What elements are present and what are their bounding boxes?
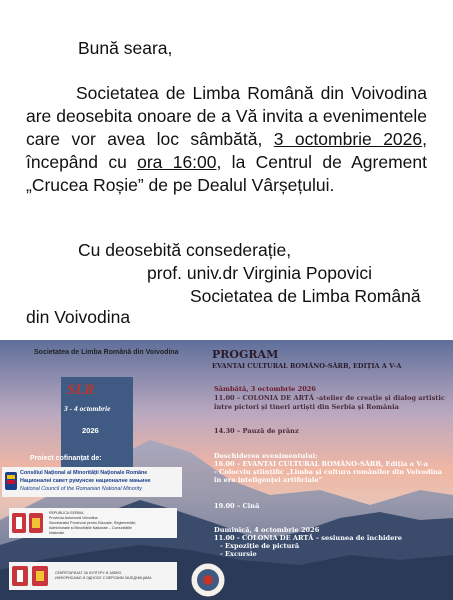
schedule-item: 16.00 – EVANTAI CULTURAL ROMÂNO-SÂRB, Ediția a V-a [214,460,429,468]
program-title: PROGRAM [212,348,279,361]
event-time: ora 16:00 [137,152,217,172]
sponsor1-line2: Националнi савет румунске националне мањине [20,478,151,484]
cofinanced-label: Proiect cofinanțat de: [30,455,102,462]
sponsor1-line3: National Council of the Romanian National Minority [20,486,142,492]
schedule-item: - Expoziție de pictură [220,542,300,550]
para-text-2: , începând cu [26,129,428,172]
schedule-item: 19.00 – Cină [214,502,260,510]
para-text-3: , la Centrul de Agrement „Crucea Roșie” de pe Dealul Vârșețului. [26,152,428,195]
event-date: 3 octombrie 2026 [273,129,423,149]
sponsor2-line5: Naționale [49,531,65,535]
schedule-item: Deschiderea evenimentului: [214,452,318,460]
serbia-culture-crests-icon [12,566,50,586]
schedule-item: - Excursie [220,550,257,558]
schedule-item: 11.00 - COLONIA DE ARTĂ – sesiunea de închidere [214,534,402,542]
schedule-item: în era inteligenței artificiale” [214,476,323,484]
schedule-item: 11.00 – COLONIA DE ARTĂ -atelier de creație și dialog artistic [214,394,445,402]
schedule-item: între pictori și tineri artiști din Serbia și România [214,403,399,411]
sponsor-culture-secretariat [9,562,177,590]
program-subtitle: EVANTAI CULTURAL ROMÂNO-SÂRB, EDIȚIA A V-A [212,362,402,370]
schedule-day2-heading: Duminică, 4 octombrie 2026 [214,526,320,534]
sponsor-provincial-secretariat [9,508,177,538]
signer-org-line2: din Voivodina [26,307,131,327]
slr-logo-text: SLR [67,382,95,398]
signer-name: prof. univ.dr Virginia Popovici [147,263,373,283]
schedule-item: 14.30 – Pauză de prânz [214,427,299,435]
sponsor2-line1: REPUBLICA SERBIA [49,511,84,515]
slr-logo-year: 2026 [82,426,99,435]
sponsor3-line2: ИНФОРИСАЊЕ И ОДНОСЕ С ВЕРСКИМ ЗАЈЕДНИЦАМА [55,576,152,580]
slr-logo-dates: 3 - 4 octombrie [64,404,111,413]
sponsor2-line4: Administrație și Minoritățile Naționale – Comunitățile [49,526,132,530]
serbia-vojvodina-crests-icon [12,513,44,533]
poster-org-title: Societatea de Limba Română din Voivodina [34,349,179,356]
para-text-1: Societatea de Limba Română din Voivodina are deosebita onoare de a Vă invita a evenimentele care vor avea loc sâmbătă, [26,83,427,149]
sponsor2-line3: Secretariatul Provincial pentru Educație, Reglementări, [49,521,137,525]
sponsor2-line2: Provincia Autonomă Voivodina [49,516,98,520]
round-emblem-icon [188,562,228,598]
signer-org-line1: Societatea de Limba Română [190,286,421,306]
sponsor3-line1: СЕКРЕТАРИЈАТ ЗА КУЛТУРУ И ЈАВНО [55,571,122,575]
invitation-paragraph [26,82,427,197]
schedule-day1-heading: Sâmbătă, 3 octombrie 2026 [214,385,316,393]
event-poster [0,340,453,600]
sponsor-national-council [2,467,182,497]
romanian-council-crest-icon [5,472,17,490]
closing-line: Cu deosebită consederație, [78,240,292,260]
sponsor1-line1: Consiliul Național al Minorității Naționale Române [20,470,148,476]
schedule-item: - Colocviu științific „Limba și cultura românilor din Voivodina [214,468,443,476]
greeting: Bună seara, [78,38,173,58]
